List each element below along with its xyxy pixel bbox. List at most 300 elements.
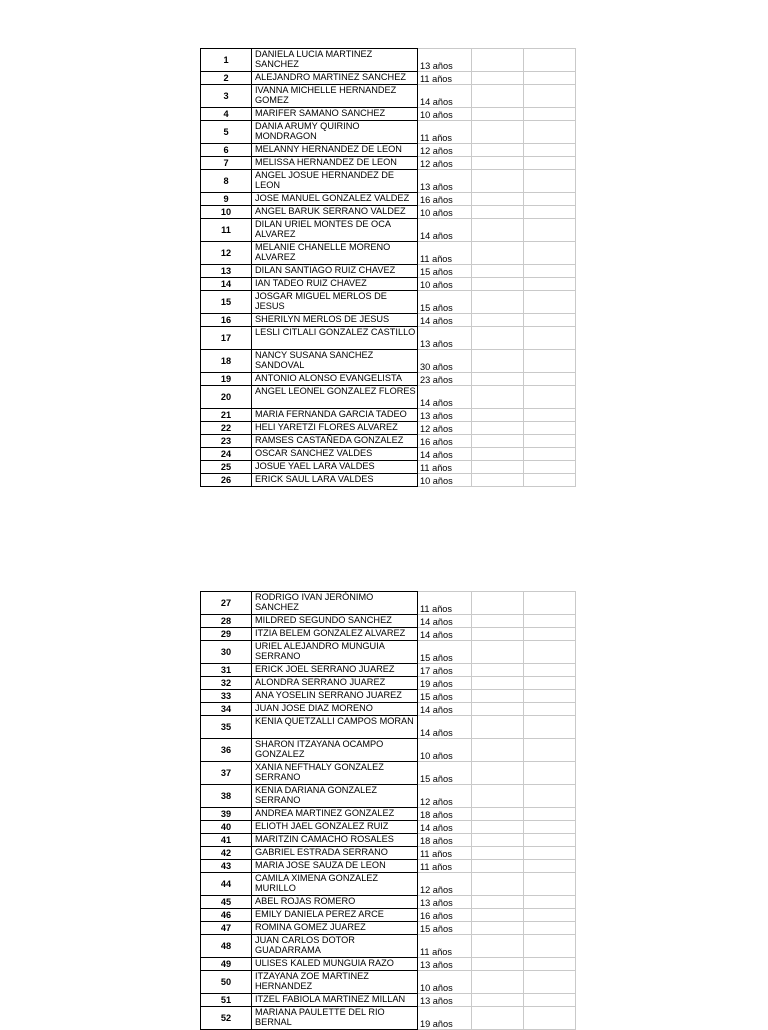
empty-cell <box>524 873 576 896</box>
student-name: ANGEL LEONEL GONZALEZ FLORES <box>252 386 418 409</box>
table-row <box>201 144 576 157</box>
student-age: 17 años <box>418 664 472 677</box>
row-number: 3 <box>201 85 252 108</box>
student-age: 11 años <box>418 461 472 474</box>
empty-cell <box>472 49 524 72</box>
empty-cell <box>472 242 524 265</box>
table-row <box>201 896 576 909</box>
student-age: 16 años <box>418 435 472 448</box>
table-row <box>201 461 576 474</box>
student-age: 15 años <box>418 690 472 703</box>
empty-cell <box>524 157 576 170</box>
empty-cell <box>524 72 576 85</box>
table-row <box>201 808 576 821</box>
student-age: 11 años <box>418 860 472 873</box>
student-name: ELIOTH JAEL GONZALEZ RUIZ <box>252 821 418 834</box>
row-number: 8 <box>201 170 252 193</box>
student-name: ANTONIO ALONSO EVANGELISTA <box>252 373 418 386</box>
student-name: JOSGAR MIGUEL MERLOS DE JESUS <box>252 291 418 314</box>
empty-cell <box>524 422 576 435</box>
empty-cell <box>524 242 576 265</box>
student-age: 19 años <box>418 1007 472 1030</box>
student-name: MARIA FERNANDA GARCIA TADEO <box>252 409 418 422</box>
empty-cell <box>524 785 576 808</box>
student-name: MELISSA HERNANDEZ DE LEON <box>252 157 418 170</box>
empty-cell <box>472 971 524 994</box>
roster-body-1 <box>201 49 576 487</box>
row-number: 25 <box>201 461 252 474</box>
student-age: 12 años <box>418 422 472 435</box>
table-row <box>201 834 576 847</box>
row-number: 21 <box>201 409 252 422</box>
student-age: 14 años <box>418 219 472 242</box>
empty-cell <box>472 265 524 278</box>
empty-cell <box>472 958 524 971</box>
row-number: 28 <box>201 615 252 628</box>
student-age: 10 años <box>418 278 472 291</box>
empty-cell <box>524 144 576 157</box>
student-name: HELI YARETZI FLORES ALVAREZ <box>252 422 418 435</box>
empty-cell <box>472 121 524 144</box>
table-row <box>201 157 576 170</box>
row-number: 19 <box>201 373 252 386</box>
empty-cell <box>524 922 576 935</box>
table-row <box>201 121 576 144</box>
empty-cell <box>472 170 524 193</box>
empty-cell <box>472 435 524 448</box>
row-number: 22 <box>201 422 252 435</box>
row-number: 52 <box>201 1007 252 1030</box>
empty-cell <box>472 206 524 219</box>
empty-cell <box>524 108 576 121</box>
row-number: 14 <box>201 278 252 291</box>
row-number: 40 <box>201 821 252 834</box>
empty-cell <box>524 677 576 690</box>
student-age: 12 años <box>418 157 472 170</box>
student-age: 14 años <box>418 703 472 716</box>
table-row <box>201 422 576 435</box>
student-name: SHERILYN MERLOS DE JESUS <box>252 314 418 327</box>
empty-cell <box>524 435 576 448</box>
student-name: ROMINA GOMEZ JUAREZ <box>252 922 418 935</box>
empty-cell <box>472 664 524 677</box>
roster-table-2 <box>200 591 576 1030</box>
roster-body-2 <box>201 592 576 1030</box>
empty-cell <box>524 958 576 971</box>
student-name: LESLI CITLALI GONZALEZ CASTILLO <box>252 327 418 350</box>
table-row <box>201 1007 576 1030</box>
row-number: 23 <box>201 435 252 448</box>
empty-cell <box>472 628 524 641</box>
row-number: 46 <box>201 909 252 922</box>
student-age: 13 años <box>418 958 472 971</box>
empty-cell <box>524 461 576 474</box>
row-number: 29 <box>201 628 252 641</box>
table-row <box>201 474 576 487</box>
student-name: RAMSES CASTAÑEDA GONZALEZ <box>252 435 418 448</box>
student-age: 10 años <box>418 206 472 219</box>
student-age: 15 años <box>418 922 472 935</box>
row-number: 45 <box>201 896 252 909</box>
table-row <box>201 386 576 409</box>
row-number: 43 <box>201 860 252 873</box>
student-age: 14 años <box>418 314 472 327</box>
row-number: 36 <box>201 739 252 762</box>
empty-cell <box>472 739 524 762</box>
empty-cell <box>524 265 576 278</box>
student-age: 19 años <box>418 677 472 690</box>
student-age: 13 años <box>418 170 472 193</box>
student-age: 13 años <box>418 49 472 72</box>
row-number: 42 <box>201 847 252 860</box>
row-number: 10 <box>201 206 252 219</box>
empty-cell <box>472 847 524 860</box>
table-row <box>201 762 576 785</box>
empty-cell <box>524 448 576 461</box>
student-name: DANIA ARUMY QUIRINO MONDRAGON <box>252 121 418 144</box>
table-row <box>201 409 576 422</box>
empty-cell <box>472 291 524 314</box>
table-row <box>201 72 576 85</box>
student-age: 14 años <box>418 386 472 409</box>
student-name: ALONDRA SERRANO JUAREZ <box>252 677 418 690</box>
table-row <box>201 739 576 762</box>
student-name: MELANIE CHANELLE MORENO ALVAREZ <box>252 242 418 265</box>
empty-cell <box>472 85 524 108</box>
empty-cell <box>524 628 576 641</box>
student-name: ERICK SAUL LARA VALDES <box>252 474 418 487</box>
empty-cell <box>472 896 524 909</box>
empty-cell <box>472 409 524 422</box>
student-name: RODRIGO IVAN JERÓNIMO SANCHEZ <box>252 592 418 615</box>
empty-cell <box>472 909 524 922</box>
empty-cell <box>524 860 576 873</box>
table-row <box>201 935 576 958</box>
student-name: ITZIA BELEM GONZALEZ ALVAREZ <box>252 628 418 641</box>
table-row <box>201 448 576 461</box>
table-row <box>201 435 576 448</box>
student-name: JOSUE YAEL LARA VALDES <box>252 461 418 474</box>
row-number: 4 <box>201 108 252 121</box>
student-name: ULISES KALED MUNGUIA RAZO <box>252 958 418 971</box>
table-row <box>201 873 576 896</box>
row-number: 39 <box>201 808 252 821</box>
empty-cell <box>472 615 524 628</box>
empty-cell <box>524 327 576 350</box>
student-age: 18 años <box>418 808 472 821</box>
student-age: 15 años <box>418 762 472 785</box>
student-age: 23 años <box>418 373 472 386</box>
student-name: SHARON ITZAYANA OCAMPO GONZALEZ <box>252 739 418 762</box>
row-number: 44 <box>201 873 252 896</box>
empty-cell <box>524 314 576 327</box>
empty-cell <box>472 873 524 896</box>
student-name: JUAN JOSE DIAZ MORENO <box>252 703 418 716</box>
row-number: 13 <box>201 265 252 278</box>
student-name: IAN TADEO RUIZ CHAVEZ <box>252 278 418 291</box>
row-number: 12 <box>201 242 252 265</box>
empty-cell <box>472 350 524 373</box>
empty-cell <box>524 994 576 1007</box>
empty-cell <box>524 615 576 628</box>
empty-cell <box>524 847 576 860</box>
table-row <box>201 170 576 193</box>
table-row <box>201 821 576 834</box>
empty-cell <box>472 448 524 461</box>
table-row <box>201 785 576 808</box>
empty-cell <box>524 278 576 291</box>
table-row <box>201 958 576 971</box>
empty-cell <box>524 935 576 958</box>
student-age: 10 años <box>418 739 472 762</box>
empty-cell <box>524 664 576 677</box>
student-age: 18 años <box>418 834 472 847</box>
empty-cell <box>472 716 524 739</box>
row-number: 51 <box>201 994 252 1007</box>
student-age: 14 años <box>418 821 472 834</box>
empty-cell <box>472 834 524 847</box>
empty-cell <box>524 739 576 762</box>
student-age: 11 años <box>418 847 472 860</box>
empty-cell <box>472 690 524 703</box>
row-number: 17 <box>201 327 252 350</box>
empty-cell <box>472 461 524 474</box>
row-number: 38 <box>201 785 252 808</box>
student-name: JOSE MANUEL GONZALEZ VALDEZ <box>252 193 418 206</box>
table-row <box>201 628 576 641</box>
empty-cell <box>472 935 524 958</box>
table-row <box>201 327 576 350</box>
row-number: 32 <box>201 677 252 690</box>
student-name: ITZAYANA ZOE MARTINEZ HERNANDEZ <box>252 971 418 994</box>
empty-cell <box>524 49 576 72</box>
table-row <box>201 265 576 278</box>
student-name: MARITZIN CAMACHO ROSALES <box>252 834 418 847</box>
student-age: 14 años <box>418 628 472 641</box>
empty-cell <box>524 592 576 615</box>
table-row <box>201 922 576 935</box>
empty-cell <box>524 896 576 909</box>
student-age: 15 años <box>418 641 472 664</box>
student-age: 11 años <box>418 72 472 85</box>
row-number: 35 <box>201 716 252 739</box>
empty-cell <box>524 703 576 716</box>
student-age: 15 años <box>418 291 472 314</box>
row-number: 33 <box>201 690 252 703</box>
table-row <box>201 690 576 703</box>
table-row <box>201 206 576 219</box>
row-number: 48 <box>201 935 252 958</box>
empty-cell <box>524 909 576 922</box>
roster-table-1 <box>200 48 576 487</box>
table-row <box>201 193 576 206</box>
row-number: 2 <box>201 72 252 85</box>
empty-cell <box>524 409 576 422</box>
empty-cell <box>524 690 576 703</box>
row-number: 24 <box>201 448 252 461</box>
student-name: MARIA JOSE SAUZA DE LEON <box>252 860 418 873</box>
empty-cell <box>472 157 524 170</box>
student-age: 11 años <box>418 592 472 615</box>
table-row <box>201 350 576 373</box>
table-row <box>201 994 576 1007</box>
empty-cell <box>524 373 576 386</box>
empty-cell <box>472 821 524 834</box>
student-name: MARIFER SAMANO SANCHEZ <box>252 108 418 121</box>
student-age: 10 años <box>418 474 472 487</box>
row-number: 41 <box>201 834 252 847</box>
student-name: GABRIEL ESTRADA SERRANO <box>252 847 418 860</box>
table-row <box>201 219 576 242</box>
student-name: MELANNY HERNANDEZ DE LEON <box>252 144 418 157</box>
student-age: 10 años <box>418 108 472 121</box>
student-name: CAMILA XIMENA GONZALEZ MURILLO <box>252 873 418 896</box>
row-number: 11 <box>201 219 252 242</box>
row-number: 7 <box>201 157 252 170</box>
empty-cell <box>524 716 576 739</box>
table-row <box>201 108 576 121</box>
row-number: 49 <box>201 958 252 971</box>
student-name: ITZEL FABIOLA MARTINEZ MILLAN <box>252 994 418 1007</box>
empty-cell <box>524 386 576 409</box>
empty-cell <box>524 193 576 206</box>
empty-cell <box>472 314 524 327</box>
empty-cell <box>472 108 524 121</box>
student-name: NANCY SUSANA SANCHEZ SANDOVAL <box>252 350 418 373</box>
row-number: 50 <box>201 971 252 994</box>
student-age: 16 años <box>418 909 472 922</box>
empty-cell <box>524 206 576 219</box>
empty-cell <box>472 1007 524 1030</box>
empty-cell <box>524 821 576 834</box>
empty-cell <box>472 860 524 873</box>
student-name: ANDREA MARTINEZ GONZALEZ <box>252 808 418 821</box>
empty-cell <box>524 291 576 314</box>
empty-cell <box>472 327 524 350</box>
empty-cell <box>472 144 524 157</box>
student-name: XANIA NEFTHALY GONZALEZ SERRANO <box>252 762 418 785</box>
empty-cell <box>472 922 524 935</box>
empty-cell <box>524 641 576 664</box>
student-name: URIEL ALEJANDRO MUNGUIA SERRANO <box>252 641 418 664</box>
row-number: 31 <box>201 664 252 677</box>
student-name: EMILY DANIELA PEREZ ARCE <box>252 909 418 922</box>
student-age: 14 años <box>418 85 472 108</box>
table-row <box>201 85 576 108</box>
row-number: 26 <box>201 474 252 487</box>
row-number: 18 <box>201 350 252 373</box>
table-row <box>201 909 576 922</box>
empty-cell <box>524 219 576 242</box>
student-name: ANGEL BARUK SERRANO VALDEZ <box>252 206 418 219</box>
empty-cell <box>472 219 524 242</box>
row-number: 1 <box>201 49 252 72</box>
student-name: MILDRED SEGUNDO SANCHEZ <box>252 615 418 628</box>
student-age: 12 años <box>418 873 472 896</box>
student-age: 13 años <box>418 327 472 350</box>
table-row <box>201 677 576 690</box>
student-name: KENIA DARIANA GONZALEZ SERRANO <box>252 785 418 808</box>
empty-cell <box>524 762 576 785</box>
table-row <box>201 592 576 615</box>
table-row <box>201 242 576 265</box>
empty-cell <box>472 592 524 615</box>
student-name: MARIANA PAULETTE DEL RIO BERNAL <box>252 1007 418 1030</box>
student-age: 30 años <box>418 350 472 373</box>
student-age: 14 años <box>418 615 472 628</box>
table-row <box>201 314 576 327</box>
empty-cell <box>524 474 576 487</box>
student-age: 11 años <box>418 242 472 265</box>
table-row <box>201 641 576 664</box>
row-number: 5 <box>201 121 252 144</box>
student-name: IVANNA MICHELLE HERNANDEZ GOMEZ <box>252 85 418 108</box>
student-name: DILAN SANTIAGO RUIZ CHAVEZ <box>252 265 418 278</box>
table-row <box>201 291 576 314</box>
empty-cell <box>472 422 524 435</box>
row-number: 20 <box>201 386 252 409</box>
empty-cell <box>472 386 524 409</box>
empty-cell <box>472 785 524 808</box>
student-name: OSCAR SANCHEZ VALDES <box>252 448 418 461</box>
student-age: 13 años <box>418 994 472 1007</box>
row-number: 34 <box>201 703 252 716</box>
empty-cell <box>472 703 524 716</box>
table-row <box>201 373 576 386</box>
row-number: 15 <box>201 291 252 314</box>
empty-cell <box>472 72 524 85</box>
empty-cell <box>524 1007 576 1030</box>
row-number: 16 <box>201 314 252 327</box>
table-row <box>201 716 576 739</box>
empty-cell <box>524 121 576 144</box>
student-name: DANIELA LUCIA MARTINEZ SANCHEZ <box>252 49 418 72</box>
empty-cell <box>472 641 524 664</box>
table-row <box>201 615 576 628</box>
row-number: 47 <box>201 922 252 935</box>
student-name: KENIA QUETZALLI CAMPOS MORAN <box>252 716 418 739</box>
table-row <box>201 278 576 291</box>
row-number: 37 <box>201 762 252 785</box>
table-row <box>201 49 576 72</box>
empty-cell <box>472 474 524 487</box>
student-age: 13 años <box>418 896 472 909</box>
student-name: ABEL ROJAS ROMERO <box>252 896 418 909</box>
student-age: 15 años <box>418 265 472 278</box>
empty-cell <box>472 677 524 690</box>
student-name: ERICK JOEL SERRANO JUAREZ <box>252 664 418 677</box>
empty-cell <box>524 350 576 373</box>
table-row <box>201 847 576 860</box>
student-age: 10 años <box>418 971 472 994</box>
student-age: 13 años <box>418 409 472 422</box>
empty-cell <box>524 808 576 821</box>
table-row <box>201 664 576 677</box>
student-age: 12 años <box>418 785 472 808</box>
empty-cell <box>524 170 576 193</box>
row-number: 6 <box>201 144 252 157</box>
empty-cell <box>472 762 524 785</box>
student-age: 14 años <box>418 448 472 461</box>
empty-cell <box>524 834 576 847</box>
student-age: 14 años <box>418 716 472 739</box>
row-number: 9 <box>201 193 252 206</box>
student-age: 11 años <box>418 121 472 144</box>
table-row <box>201 703 576 716</box>
empty-cell <box>472 278 524 291</box>
student-age: 16 años <box>418 193 472 206</box>
empty-cell <box>472 193 524 206</box>
